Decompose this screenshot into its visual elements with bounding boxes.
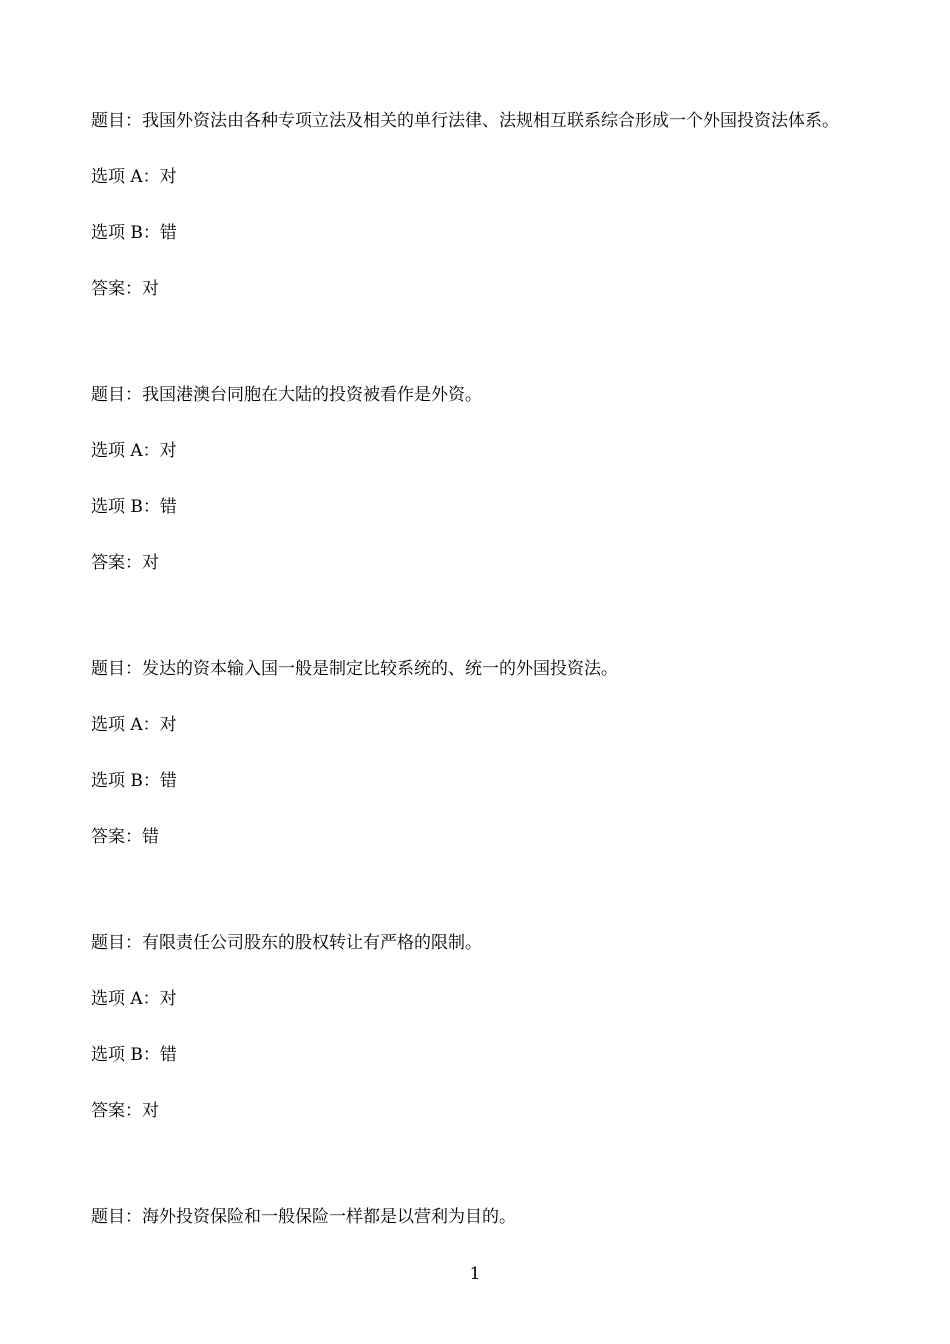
option-b: 选项 B：错 <box>91 497 177 517</box>
option-b: 选项 B：错 <box>91 771 177 791</box>
option-b: 选项 B：错 <box>91 223 177 243</box>
question-item <box>91 652 861 854</box>
question-item <box>91 1200 861 1234</box>
option-a: 选项 A：对 <box>91 989 177 1009</box>
question-item <box>91 378 861 580</box>
question-title: 题目：海外投资保险和一般保险一样都是以营利为目的。 <box>91 1207 516 1227</box>
question-title: 题目：发达的资本输入国一般是制定比较系统的、统一的外国投资法。 <box>91 659 618 679</box>
answer: 答案：错 <box>91 827 159 847</box>
question-list <box>91 104 861 1256</box>
question-title: 题目：我国港澳台同胞在大陆的投资被看作是外资。 <box>91 385 482 405</box>
option-a: 选项 A：对 <box>91 715 177 735</box>
answer: 答案：对 <box>91 553 159 573</box>
option-a: 选项 A：对 <box>91 167 177 187</box>
question-title: 题目：我国外资法由各种专项立法及相关的单行法律、法规相互联系综合形成一个外国投资法体系。 <box>91 111 839 131</box>
question-item <box>91 104 861 306</box>
question-item <box>91 926 861 1128</box>
answer: 答案：对 <box>91 1101 159 1121</box>
option-b: 选项 B：错 <box>91 1045 177 1065</box>
page-number: 1 <box>469 1264 481 1284</box>
option-a: 选项 A：对 <box>91 441 177 461</box>
answer: 答案：对 <box>91 279 159 299</box>
question-title: 题目：有限责任公司股东的股权转让有严格的限制。 <box>91 933 482 953</box>
